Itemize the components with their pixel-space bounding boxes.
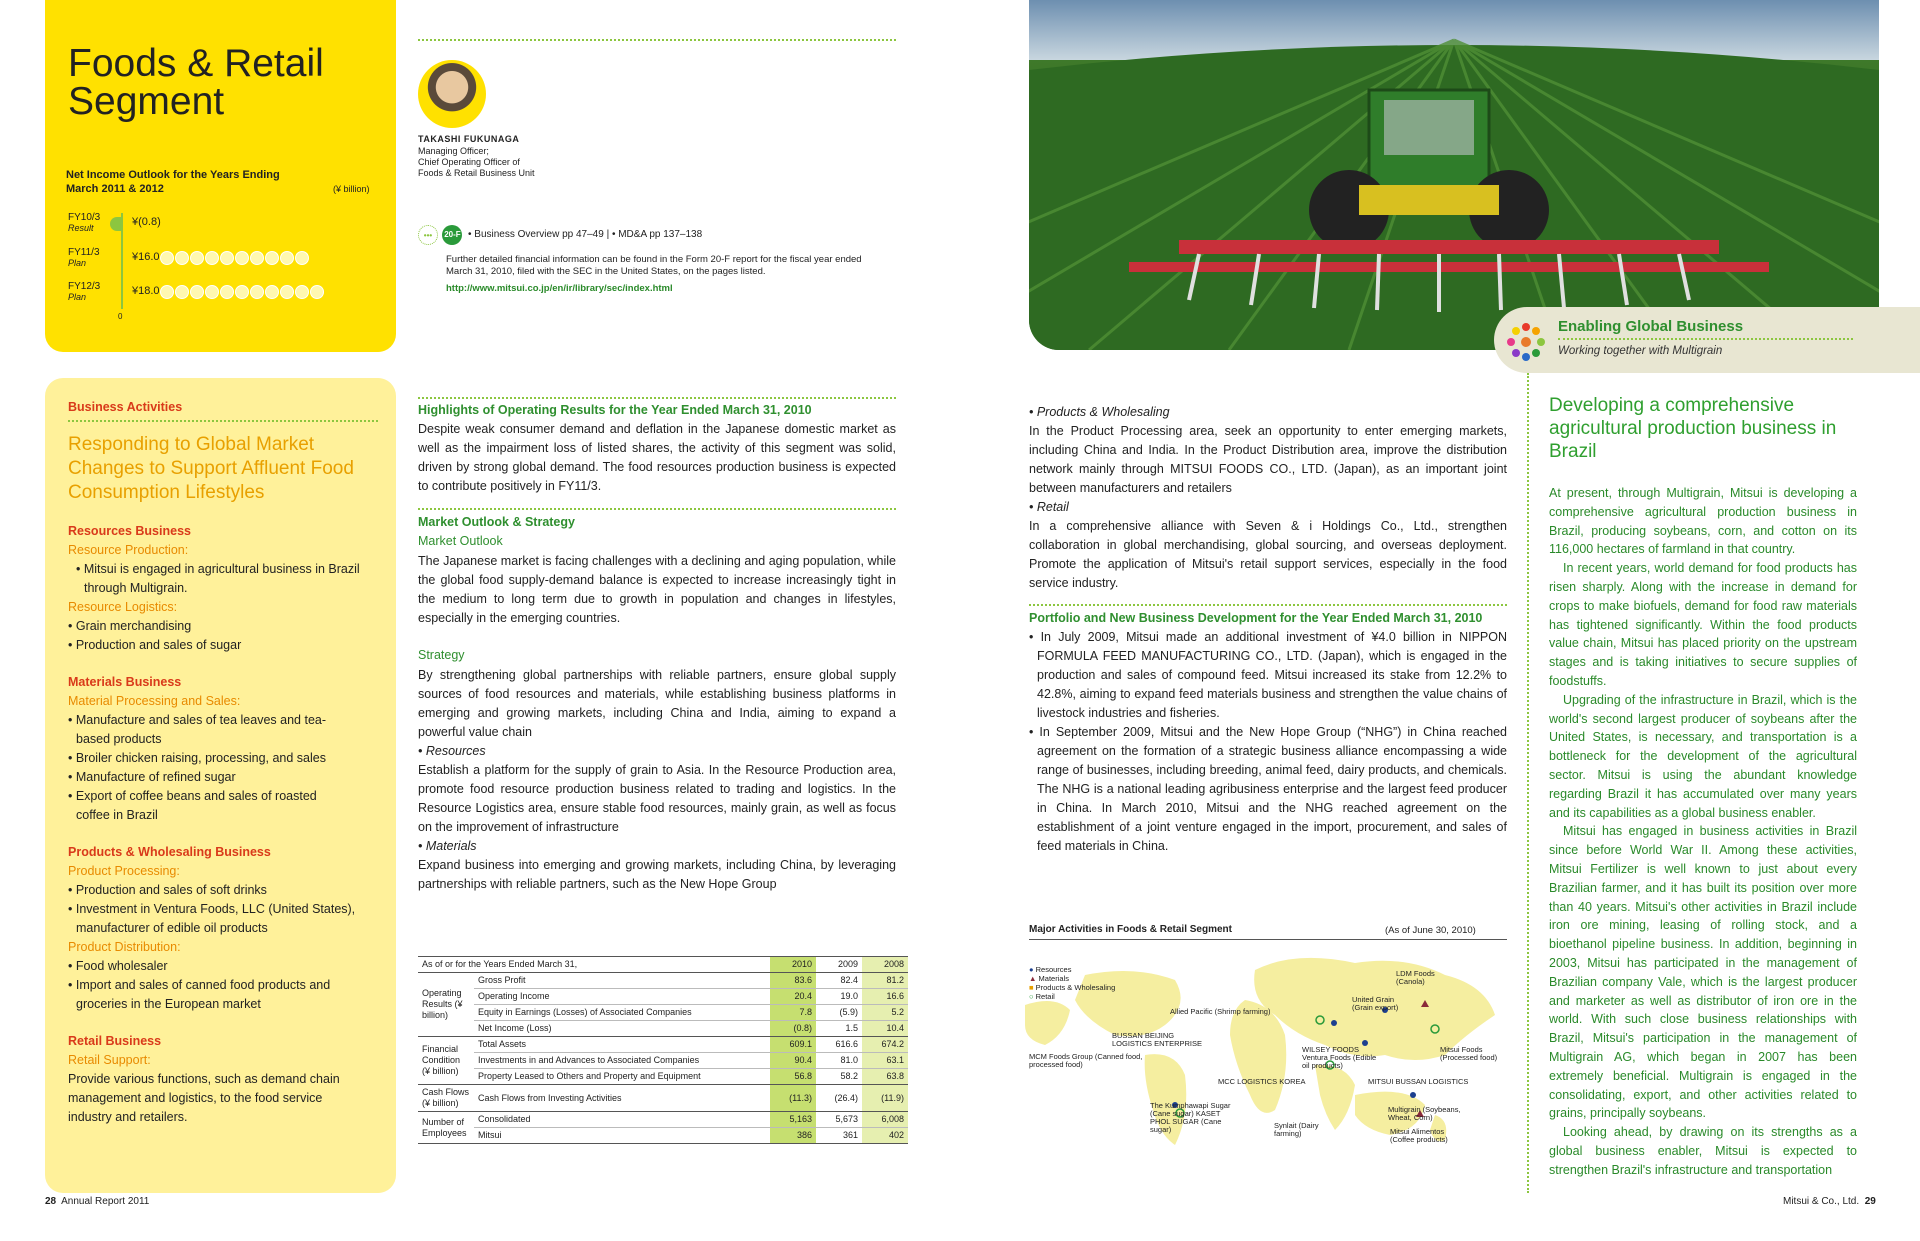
cell-value: (11.9) <box>862 1085 908 1112</box>
cell-value: 82.4 <box>816 973 862 989</box>
sub-title: Material Processing and Sales: <box>68 694 241 708</box>
strategy-subtitle: Strategy <box>418 648 465 662</box>
row-type: Result <box>68 223 94 233</box>
bead-bar <box>160 285 325 301</box>
net-income-heading: Net Income Outlook for the Years Ending March 2011 & 2012 <box>66 169 280 195</box>
year-header: 2009 <box>816 957 862 973</box>
list-item: • Production and sales of sugar <box>68 638 242 652</box>
map-label: WILSEY FOODS Ventura Foods (Edible oil products) <box>1302 1045 1377 1070</box>
portfolio-title: Portfolio and New Business Development for the Year Ended March 31, 2010 <box>1029 611 1483 625</box>
bead <box>205 285 219 299</box>
bead <box>175 251 189 265</box>
row-year: FY12/3 <box>68 281 101 292</box>
enabling-banner <box>1494 307 1920 373</box>
segment-title: Foods & Retail Segment <box>68 42 324 123</box>
avatar <box>418 60 486 128</box>
bead <box>280 251 294 265</box>
profile-title-line: Chief Operating Officer of <box>418 157 520 167</box>
bead <box>295 285 309 299</box>
resources-block <box>68 522 378 655</box>
outlook-text: The Japanese market is facing challenges with a declining and aging population, while the global food supply-demand balance is expected to increase increasingly tight in the medium to long term due to growth in population and changes in lifestyles, especially in the emerging countries. <box>418 554 896 625</box>
row-type: Plan <box>68 292 87 302</box>
row-label: Cash Flows from Investing Activities <box>474 1085 770 1112</box>
map-label: Allied Pacific (Shrimp farming) <box>1170 1007 1271 1016</box>
developing-body <box>1549 484 1857 1179</box>
paragraph: Upgrading of the infrastructure in Brazil, which is the world's second largest producer of soybeans after the United States, is necessary, and transportation is a bottleneck for the development of the agricultural sector. Mitsui is using the abundant knowledge regarding Brazil it has accumulated over many years and its capabilities as a global business enabler. <box>1549 692 1857 820</box>
row-year: FY11/3 <box>68 247 100 258</box>
cell-value: 361 <box>816 1128 862 1144</box>
list-item: • Mitsui is engaged in agricultural business in Brazil through Multigrain. <box>76 562 360 595</box>
year-header: 2010 <box>770 957 816 973</box>
map-legend <box>1029 965 1115 1001</box>
list-item: • In July 2009, Mitsui made an additional investment of ¥4.0 billion in NIPPON FORMULA FEED MANUFACTURING CO., LTD. (Japan), which is engaged in the production and sales of compound feed. Mitsui increased its stake from 12.2% to 42.8%, aiming to expand feed materials business and strengthen the value chains of livestock industries and fisheries. <box>1029 630 1507 720</box>
resources-label: • Resources <box>418 744 486 758</box>
bead <box>295 251 309 265</box>
divider <box>1029 604 1507 606</box>
map-label: Multigrain (Soybeans, Wheat, Corn) <box>1388 1105 1461 1122</box>
cell-value: 81.2 <box>862 973 908 989</box>
cell-value: 674.2 <box>862 1037 908 1053</box>
products-legend-icon: ■ <box>1029 983 1034 992</box>
map-label: Mitsui Alimentos (Coffee products) <box>1390 1127 1448 1144</box>
bead <box>280 285 294 299</box>
map-label: Mitsui Foods (Processed food) <box>1440 1045 1498 1062</box>
global-dots-icon <box>1506 322 1546 362</box>
year-header: 2008 <box>862 957 908 973</box>
retail-legend-icon: ○ <box>1029 992 1034 1001</box>
group-label: Financial Condition (¥ billion) <box>418 1037 474 1085</box>
reference-links: • Business Overview pp 47–49 | • MD&A pp 137–138 <box>468 229 703 240</box>
highlights-text: Despite weak consumer demand and deflation in the Japanese domestic market as well as the impairment loss of listed shares, the activity of this segment was solid, driven by strong global demand. The food resources production business is expected to contribute positively in FY11/3. <box>418 422 896 493</box>
row-label: Gross Profit <box>474 973 770 989</box>
cell-value: 6,008 <box>862 1112 908 1128</box>
divider <box>418 39 896 41</box>
retail-text: Provide various functions, such as demand chain management and logistics, to the food service industry and retailers. <box>68 1072 340 1124</box>
enabling-title: Enabling Global Business <box>1558 318 1744 335</box>
form-badge: 20-F <box>442 225 462 245</box>
cell-value: 63.8 <box>862 1069 908 1085</box>
row-label: Mitsui <box>474 1128 770 1144</box>
list-item: • Export of coffee beans and sales of roasted coffee in Brazil <box>68 789 317 822</box>
row-value: ¥16.0 <box>132 251 160 263</box>
map-label: BUSSAN BEIJING LOGISTICS ENTERPRISE <box>1112 1031 1203 1048</box>
products-retail-text <box>1029 403 1507 593</box>
enabling-subtitle: Working together with Multigrain <box>1558 345 1723 357</box>
page-number: 28 <box>45 1196 57 1207</box>
bead <box>265 285 279 299</box>
group-label: Number of Employees <box>418 1112 474 1144</box>
cell-value: 20.4 <box>770 989 816 1005</box>
retail-label: • Retail <box>1029 500 1069 514</box>
divider <box>68 420 378 422</box>
row-label: Net Income (Loss) <box>474 1021 770 1037</box>
cell-value: 19.0 <box>816 989 862 1005</box>
map-label: LDM Foods (Canola) <box>1396 969 1435 986</box>
bead <box>265 251 279 265</box>
cell-value: 5,163 <box>770 1112 816 1128</box>
cell-value: 402 <box>862 1128 908 1144</box>
section-title: Materials Business <box>68 675 182 689</box>
map-label: The Kumphawapi Sugar (Cane sugar) KASET PHOL SUGAR (Cane sugar) <box>1150 1101 1231 1134</box>
cell-value: 386 <box>770 1128 816 1144</box>
list-item: • Manufacture of refined sugar <box>68 770 236 784</box>
cell-value: 58.2 <box>816 1069 862 1085</box>
developing-headline: Developing a comprehensive agricultural production business in Brazil <box>1549 395 1837 462</box>
cell-value: 83.6 <box>770 973 816 989</box>
bead-bar <box>160 251 310 267</box>
row-label: Operating Income <box>474 989 770 1005</box>
cell-value: 7.8 <box>770 1005 816 1021</box>
reference-note: Further detailed financial information can be found in the Form 20-F report for the fiscal year ended March 31, 2010, filed with the SEC in the United States, on the pages listed. <box>446 254 862 277</box>
net-income-row <box>68 281 368 303</box>
products-block <box>68 843 378 1014</box>
materials-text: Expand business into emerging and growing markets, including China, by leveraging partnerships with reliable partners, such as the New Hope Group <box>418 858 896 891</box>
profile-title-line: Managing Officer; <box>418 146 489 156</box>
cell-value: 56.8 <box>770 1069 816 1085</box>
divider <box>1558 338 1853 340</box>
bead <box>160 251 174 265</box>
paragraph: Looking ahead, by drawing on its strengths as a global business enabler, Mitsui is expected to strengthen Brazil's infrastructure and transportation <box>1549 1125 1857 1177</box>
list-item: • Food wholesaler <box>68 959 168 973</box>
table-row <box>418 1069 908 1085</box>
materials-label: • Materials <box>418 839 477 853</box>
map-as-of: (As of June 30, 2010) <box>1385 925 1476 936</box>
list-item: • Investment in Ventura Foods, LLC (United States), manufacturer of edible oil products <box>68 902 356 935</box>
cell-value: 5.2 <box>862 1005 908 1021</box>
row-value: ¥(0.8) <box>132 216 161 228</box>
list-item: • Manufacture and sales of tea leaves and tea-based products <box>68 713 327 746</box>
sub-title: Resource Logistics: <box>68 600 178 614</box>
table-row <box>418 1085 908 1112</box>
cell-value: 63.1 <box>862 1053 908 1069</box>
row-label: Property Leased to Others and Property and Equipment <box>474 1069 770 1085</box>
bead <box>220 251 234 265</box>
materials-legend-icon: ▲ <box>1029 974 1037 983</box>
cell-value: (0.8) <box>770 1021 816 1037</box>
footer-label: Annual Report 2011 <box>61 1196 150 1207</box>
sub-title: Product Distribution: <box>68 940 181 954</box>
net-income-row <box>68 247 368 269</box>
activities-headline: Responding to Global Market Changes to Support Affluent Food Consumption Lifestyles <box>68 434 354 503</box>
portfolio-list <box>1029 628 1507 856</box>
bead <box>160 285 174 299</box>
cell-value: 10.4 <box>862 1021 908 1037</box>
financial-table <box>418 956 908 1144</box>
products-label: • Products & Wholesaling <box>1029 405 1170 419</box>
cell-value: 16.6 <box>862 989 908 1005</box>
row-label: Investments in and Advances to Associated Companies <box>474 1053 770 1069</box>
map-label: Synlait (Dairy farming) <box>1274 1121 1319 1138</box>
outlook-title: Market Outlook & Strategy <box>418 515 575 529</box>
retail-text: In a comprehensive alliance with Seven & i Holdings Co., Ltd., strengthen collaboration in global merchandising, global sourcing, and overseas deployment. Promote the application of Mitsui's retail support services, especially in the food service industry. <box>1029 519 1507 590</box>
map-label: MITSUI BUSSAN LOGISTICS <box>1368 1077 1469 1086</box>
cell-value: 616.6 <box>816 1037 862 1053</box>
paragraph: In recent years, world demand for food products has risen sharply. Along with the increase in demand for crops to make biofuels, demand for food raw materials has tightened significantly. Within the food products value chain, Mitsui has placed priority on the upstream stages and is taking initiatives to secure supplies of foodstuffs. <box>1549 561 1857 688</box>
outlook-subtitle: Market Outlook <box>418 534 503 548</box>
table-row <box>418 1037 908 1053</box>
dots-icon: ••• <box>418 225 438 245</box>
section-title: Products & Wholesaling Business <box>68 845 271 859</box>
bead <box>310 285 324 299</box>
row-value: ¥18.0 <box>132 285 160 297</box>
map-label: MCM Foods Group (Canned food, processed food) <box>1029 1052 1143 1069</box>
table-row <box>418 1053 908 1069</box>
table-row <box>418 1112 908 1128</box>
map-label: United Grain (Grain export) <box>1352 995 1399 1012</box>
highlights-title: Highlights of Operating Results for the Year Ended March 31, 2010 <box>418 403 812 417</box>
list-item: • Production and sales of soft drinks <box>68 883 267 897</box>
bead <box>235 251 249 265</box>
divider <box>418 397 896 399</box>
bead <box>250 251 264 265</box>
products-text: In the Product Processing area, seek an opportunity to enter emerging markets, including China and India. In the Product Distribution area, improve the distribution network mainly through MITSUI FOODS CO., LTD. (Japan), as an important joint between manufacturers and retailers <box>1029 424 1507 495</box>
cell-value: 90.4 <box>770 1053 816 1069</box>
cell-value: (5.9) <box>816 1005 862 1021</box>
cell-value: 81.0 <box>816 1053 862 1069</box>
net-income-unit: (¥ billion) <box>333 184 370 194</box>
photo-illustration <box>1029 0 1879 350</box>
table-row <box>418 989 908 1005</box>
table-row <box>418 1005 908 1021</box>
negative-bar <box>110 217 122 231</box>
bead <box>205 251 219 265</box>
net-income-row <box>68 212 368 234</box>
group-label: Operating Results (¥ billion) <box>418 973 474 1037</box>
business-activities-label: Business Activities <box>68 400 183 414</box>
legend-item: Materials <box>1038 974 1069 983</box>
list-item: • Broiler chicken raising, processing, and sales <box>68 751 326 765</box>
table-row <box>418 1128 908 1144</box>
table-row <box>418 957 908 973</box>
row-label: Equity in Earnings (Losses) of Associated Companies <box>474 1005 770 1021</box>
row-year: FY10/3 <box>68 212 101 223</box>
bead <box>190 285 204 299</box>
paragraph: At present, through Multigrain, Mitsui is developing a comprehensive agricultural production business in Brazil, producing soybeans, corn, and cotton on its 116,000 hectares of farmland in that country. <box>1549 486 1857 557</box>
map-title: Major Activities in Foods & Retail Segment <box>1029 924 1232 935</box>
profile-title-line: Foods & Retail Business Unit <box>418 168 535 178</box>
section-title: Retail Business <box>68 1034 162 1048</box>
bead <box>190 251 204 265</box>
legend-item: Resources <box>1035 965 1072 974</box>
reference-url[interactable]: http://www.mitsui.co.jp/en/ir/library/sec/index.html <box>446 283 673 294</box>
bead <box>175 285 189 299</box>
footer-left <box>45 1196 149 1207</box>
page-number: 29 <box>1864 1196 1876 1207</box>
legend-item: Products & Wholesaling <box>1035 983 1116 992</box>
strategy-paragraph: By strengthening global partnerships with reliable partners, ensure global supply sources of food resources and materials, while establishing business platforms in emerging and growing markets, including China and India, aiming to expand a powerful value chain <box>418 668 896 739</box>
retail-block <box>68 1032 378 1127</box>
sub-title: Retail Support: <box>68 1053 151 1067</box>
list-item: • In September 2009, Mitsui and the New Hope Group (“NHG”) in China reached agreement on the formation of a strategic business alliance encompassing a wide range of businesses, including breeding, animal feed, dairy products, and chemicals. The NHG is a national leading agribusiness enterprise and the largest feed producer in China. In March 2010, Mitsui and the NHG reached agreement on the establishment of a joint venture engaged in the import, procurement, and sales of feed materials in China. <box>1029 725 1507 853</box>
table-caption: As of or for the Years Ended March 31, <box>418 957 770 973</box>
cell-value: 5,673 <box>816 1112 862 1128</box>
cell-value: 1.5 <box>816 1021 862 1037</box>
row-label: Consolidated <box>474 1112 770 1128</box>
list-item: • Import and sales of canned food products and groceries in the European market <box>68 978 331 1011</box>
sub-title: Product Processing: <box>68 864 180 878</box>
bead <box>235 285 249 299</box>
row-type: Plan <box>68 258 87 268</box>
profile-title <box>418 146 618 179</box>
column-divider <box>1527 373 1529 1193</box>
footer-right <box>1783 1196 1876 1207</box>
group-label: Cash Flows (¥ billion) <box>418 1085 474 1112</box>
table-row <box>418 1021 908 1037</box>
resources-legend-icon: ● <box>1029 965 1034 974</box>
divider <box>418 508 896 510</box>
cell-value: 609.1 <box>770 1037 816 1053</box>
section-title: Resources Business <box>68 524 191 538</box>
table-row <box>418 973 908 989</box>
tractor-field-photo <box>1029 0 1879 350</box>
axis-zero-label: 0 <box>118 312 123 321</box>
row-label: Total Assets <box>474 1037 770 1053</box>
footer-company: Mitsui & Co., Ltd. <box>1783 1196 1860 1207</box>
strategy-text <box>418 666 896 894</box>
list-item: • Grain merchandising <box>68 619 192 633</box>
map-label: MCC LOGISTICS KOREA <box>1218 1077 1306 1086</box>
resources-text: Establish a platform for the supply of grain to Asia. In the Resource Production area, promote food resource production business related to trading and logistics. In the Resource Logistics area, ensure stable food resources, mainly grain, as well as focus on the improvement of infrastructure <box>418 763 896 834</box>
cell-value: (11.3) <box>770 1085 816 1112</box>
divider <box>1029 939 1507 940</box>
profile-name: TAKASHI FUKUNAGA <box>418 134 520 144</box>
bead <box>220 285 234 299</box>
cell-value: (26.4) <box>816 1085 862 1112</box>
materials-block <box>68 673 378 825</box>
sub-title: Resource Production: <box>68 543 189 557</box>
legend-item: Retail <box>1035 992 1055 1001</box>
bead <box>250 285 264 299</box>
paragraph: Mitsui has engaged in business activities in Brazil since before World War II. Among these activities, Mitsui Fertilizer is well known to just about every Brazilian farmer, and it has built its position over more than 40 years. Mitsui's other activities in Brazil include iron ore mining, leasing of rolling stock, and a bioethanol pipeline business. In addition, beginning in 2003, Mitsui has participated in the management of Brazilian company Vale, which is the largest producer and marketer as well as distributor of iron ore in the world. With such close business relationships with Brazil, Mitsui's participation in the management of Multigrain AG, which began in 2007 has been extremely beneficial. Multigrain is engaged in the consolidating, export, and other activities related to grains, principally soybeans. <box>1549 824 1857 1121</box>
